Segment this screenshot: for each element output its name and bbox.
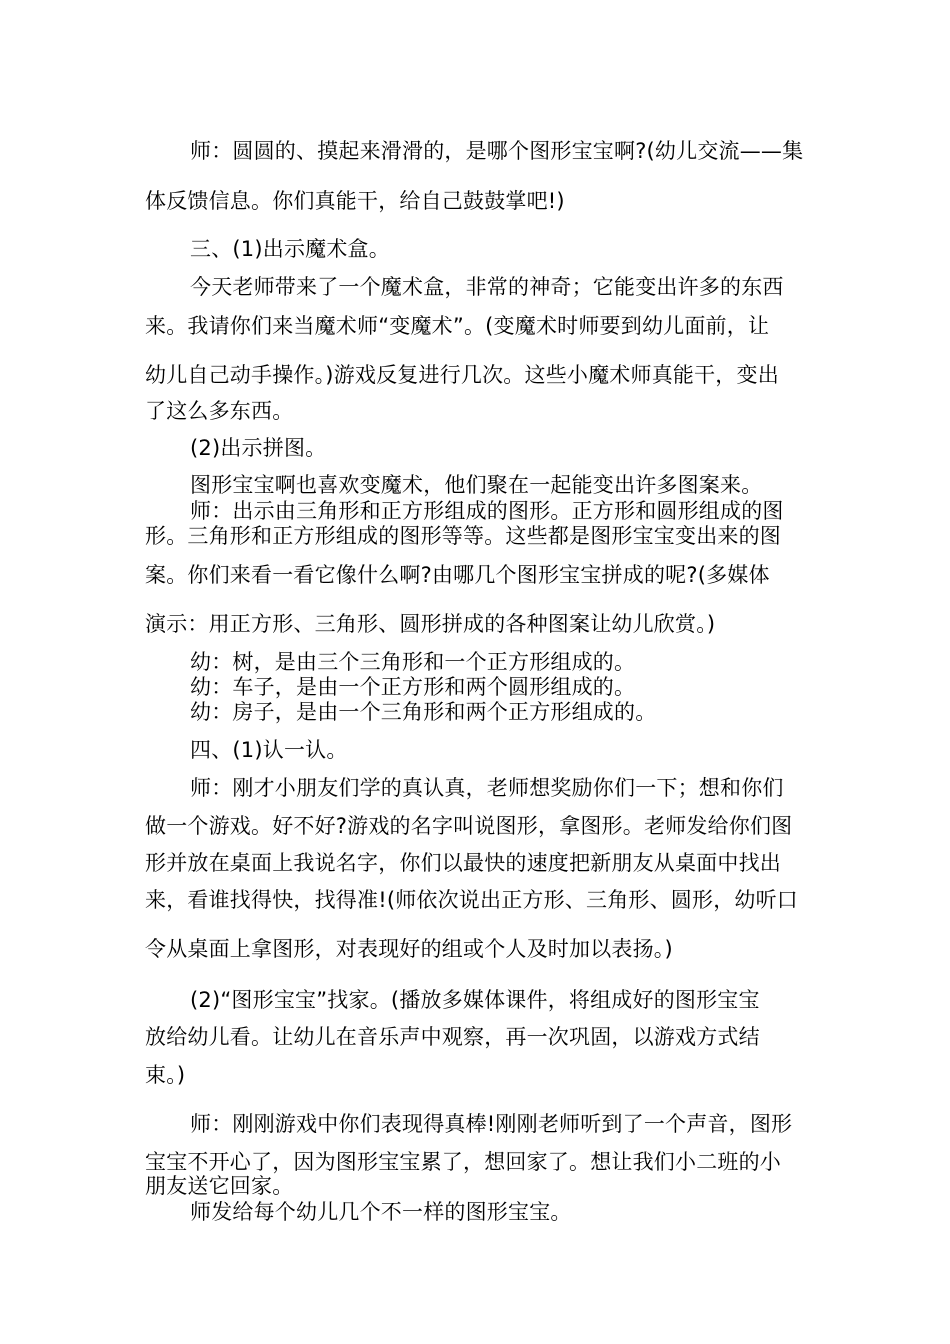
- dialogue-line: 幼：车子，是由一个正方形和两个圆形组成的。: [190, 675, 636, 699]
- text-line: 师：刚刚游戏中你们表现得真棒!刚刚老师听到了一个声音，图形: [190, 1112, 793, 1136]
- text-line: 放给幼儿看。让幼儿在音乐声中观察，再一次巩固，以游戏方式结: [145, 1025, 760, 1049]
- text-line: 做一个游戏。好不好?游戏的名字叫说图形，拿图形。老师发给你们图: [145, 814, 793, 838]
- text-line: 演示：用正方形、三角形、圆形拼成的各种图案让幼儿欣赏。): [145, 612, 716, 636]
- text-line: 来，看谁找得快，找得准!(师依次说出正方形、三角形、圆形，幼听口: [145, 888, 799, 912]
- text-line: 案。你们来看一看它像什么啊?由哪几个图形宝宝拼成的呢?(多媒体: [145, 563, 770, 587]
- text-line: 幼儿自己动手操作。)游戏反复进行几次。这些小魔术师真能干，变出: [145, 363, 779, 387]
- text-line: 师：刚才小朋友们学的真认真，老师想奖励你们一下；想和你们: [190, 776, 784, 800]
- text-line: 束。): [145, 1063, 186, 1087]
- section-heading: 三、(1)出示魔术盒。: [190, 237, 390, 261]
- text-line: 宝宝不开心了，因为图形宝宝累了，想回家了。想让我们小二班的小: [145, 1150, 781, 1174]
- section-heading: 四、(1)认一认。: [190, 738, 348, 762]
- text-line: 体反馈信息。你们真能干，给自己鼓鼓掌吧!): [145, 189, 565, 213]
- dialogue-line: 幼：房子，是由一个三角形和两个正方形组成的。: [190, 700, 657, 724]
- text-line: 师发给每个幼儿几个不一样的图形宝宝。: [190, 1200, 572, 1224]
- text-line: 图形宝宝啊也喜欢变魔术，他们聚在一起能变出许多图案来。: [190, 473, 763, 497]
- dialogue-line: 幼：树，是由三个三角形和一个正方形组成的。: [190, 650, 636, 674]
- text-line: 师：圆圆的、摸起来滑滑的，是哪个图形宝宝啊?(幼儿交流——集: [190, 139, 804, 163]
- text-line: 师：出示由三角形和正方形组成的图形。正方形和圆形组成的图: [190, 499, 784, 523]
- text-line: (2)“图形宝宝”找家。(播放多媒体课件，将组成好的图形宝宝: [190, 988, 760, 1012]
- text-line: 形并放在桌面上我说名字，你们以最快的速度把新朋友从桌面中找出: [145, 851, 781, 875]
- text-line: 来。我请你们来当魔术师“变魔术”。(变魔术时师要到幼儿面前，让: [145, 314, 770, 338]
- text-line: 朋友送它回家。: [145, 1174, 294, 1198]
- text-line: 令从桌面上拿图形，对表现好的组或个人及时加以表扬。): [145, 937, 673, 961]
- text-line: 形。三角形和正方形组成的图形等等。这些都是图形宝宝变出来的图: [145, 524, 781, 548]
- text-line: 了这么多东西。: [145, 399, 294, 423]
- section-heading: (2)出示拼图。: [190, 436, 327, 460]
- text-line: 今天老师带来了一个魔术盒，非常的神奇；它能变出许多的东西: [190, 275, 784, 299]
